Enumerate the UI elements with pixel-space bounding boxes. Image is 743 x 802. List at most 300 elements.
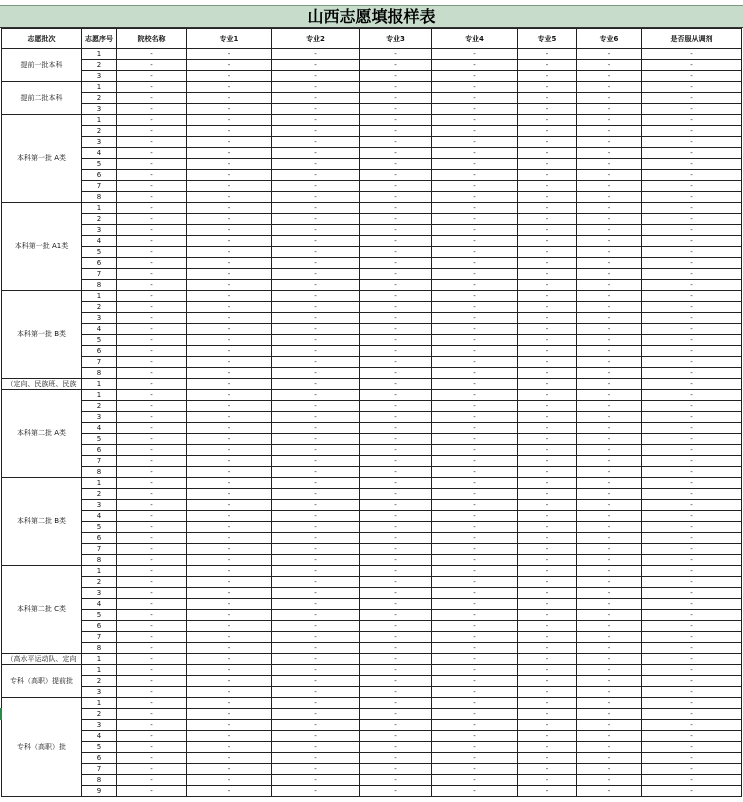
data-cell[interactable]: -	[117, 643, 187, 654]
data-cell[interactable]: -	[117, 291, 187, 302]
data-cell[interactable]: -	[272, 93, 360, 104]
data-cell[interactable]: -	[272, 313, 360, 324]
data-cell[interactable]: -	[518, 181, 577, 192]
data-cell[interactable]: -	[518, 335, 577, 346]
data-cell[interactable]: -	[272, 786, 360, 797]
data-cell[interactable]: -	[577, 412, 642, 423]
data-cell[interactable]: -	[117, 181, 187, 192]
data-cell[interactable]: -	[642, 159, 742, 170]
data-cell[interactable]: -	[577, 291, 642, 302]
data-cell[interactable]: -	[518, 720, 577, 731]
data-cell[interactable]: -	[518, 159, 577, 170]
seq-cell[interactable]: 3	[82, 687, 117, 698]
data-cell[interactable]: -	[518, 82, 577, 93]
data-cell[interactable]: -	[642, 610, 742, 621]
data-cell[interactable]: -	[642, 599, 742, 610]
data-cell[interactable]: -	[577, 247, 642, 258]
data-cell[interactable]: -	[518, 566, 577, 577]
data-cell[interactable]: -	[577, 49, 642, 60]
data-cell[interactable]: -	[117, 555, 187, 566]
data-cell[interactable]: -	[518, 258, 577, 269]
seq-cell[interactable]: 8	[82, 192, 117, 203]
data-cell[interactable]: -	[642, 588, 742, 599]
data-cell[interactable]: -	[117, 126, 187, 137]
data-cell[interactable]: -	[432, 225, 518, 236]
data-cell[interactable]: -	[432, 588, 518, 599]
data-cell[interactable]: -	[518, 379, 577, 390]
data-cell[interactable]: -	[360, 357, 432, 368]
seq-cell[interactable]: 5	[82, 742, 117, 753]
data-cell[interactable]: -	[642, 126, 742, 137]
data-cell[interactable]: -	[577, 214, 642, 225]
data-cell[interactable]: -	[117, 390, 187, 401]
data-cell[interactable]: -	[272, 720, 360, 731]
data-cell[interactable]: -	[577, 555, 642, 566]
data-cell[interactable]: -	[272, 522, 360, 533]
header-school[interactable]: 院校名称	[117, 29, 187, 49]
data-cell[interactable]: -	[518, 654, 577, 665]
data-cell[interactable]: -	[518, 445, 577, 456]
data-cell[interactable]: -	[117, 236, 187, 247]
data-cell[interactable]: -	[518, 126, 577, 137]
data-cell[interactable]: -	[187, 742, 272, 753]
data-cell[interactable]: -	[642, 412, 742, 423]
seq-cell[interactable]: 3	[82, 225, 117, 236]
data-cell[interactable]: -	[518, 621, 577, 632]
data-cell[interactable]: -	[432, 93, 518, 104]
data-cell[interactable]: -	[518, 357, 577, 368]
data-cell[interactable]: -	[360, 236, 432, 247]
data-cell[interactable]: -	[518, 269, 577, 280]
data-cell[interactable]: -	[187, 203, 272, 214]
header-major6[interactable]: 专业6	[577, 29, 642, 49]
data-cell[interactable]: -	[272, 148, 360, 159]
data-cell[interactable]: -	[432, 687, 518, 698]
data-cell[interactable]: -	[432, 478, 518, 489]
batch-cell[interactable]: 本科第二批 B类	[2, 478, 82, 566]
data-cell[interactable]: -	[432, 181, 518, 192]
data-cell[interactable]: -	[187, 170, 272, 181]
data-cell[interactable]: -	[432, 357, 518, 368]
data-cell[interactable]: -	[272, 742, 360, 753]
data-cell[interactable]: -	[518, 511, 577, 522]
data-cell[interactable]: -	[432, 566, 518, 577]
data-cell[interactable]: -	[272, 533, 360, 544]
data-cell[interactable]: -	[272, 49, 360, 60]
data-cell[interactable]: -	[187, 181, 272, 192]
data-cell[interactable]: -	[187, 709, 272, 720]
data-cell[interactable]: -	[432, 709, 518, 720]
data-cell[interactable]: -	[117, 434, 187, 445]
data-cell[interactable]: -	[360, 412, 432, 423]
data-cell[interactable]: -	[518, 280, 577, 291]
data-cell[interactable]: -	[518, 467, 577, 478]
data-cell[interactable]: -	[187, 632, 272, 643]
data-cell[interactable]: -	[117, 687, 187, 698]
data-cell[interactable]: -	[272, 676, 360, 687]
data-cell[interactable]: -	[117, 313, 187, 324]
data-cell[interactable]: -	[518, 401, 577, 412]
data-cell[interactable]: -	[117, 49, 187, 60]
data-cell[interactable]: -	[642, 632, 742, 643]
data-cell[interactable]: -	[117, 731, 187, 742]
data-cell[interactable]: -	[432, 192, 518, 203]
seq-cell[interactable]: 1	[82, 566, 117, 577]
data-cell[interactable]: -	[642, 478, 742, 489]
data-cell[interactable]: -	[272, 269, 360, 280]
data-cell[interactable]: -	[518, 313, 577, 324]
data-cell[interactable]: -	[432, 665, 518, 676]
data-cell[interactable]: -	[577, 434, 642, 445]
data-cell[interactable]: -	[432, 434, 518, 445]
seq-cell[interactable]: 1	[82, 478, 117, 489]
data-cell[interactable]: -	[187, 434, 272, 445]
data-cell[interactable]: -	[432, 753, 518, 764]
data-cell[interactable]: -	[642, 434, 742, 445]
data-cell[interactable]: -	[360, 764, 432, 775]
batch-cell[interactable]: 专科（高职）提前批	[2, 665, 82, 698]
data-cell[interactable]: -	[117, 577, 187, 588]
data-cell[interactable]: -	[360, 731, 432, 742]
data-cell[interactable]: -	[187, 489, 272, 500]
data-cell[interactable]: -	[432, 533, 518, 544]
data-cell[interactable]: -	[642, 346, 742, 357]
data-cell[interactable]: -	[117, 621, 187, 632]
data-cell[interactable]: -	[360, 456, 432, 467]
data-cell[interactable]: -	[187, 643, 272, 654]
seq-cell[interactable]: 7	[82, 764, 117, 775]
data-cell[interactable]: -	[360, 588, 432, 599]
data-cell[interactable]: -	[432, 368, 518, 379]
data-cell[interactable]: -	[577, 192, 642, 203]
seq-cell[interactable]: 5	[82, 610, 117, 621]
seq-cell[interactable]: 4	[82, 148, 117, 159]
data-cell[interactable]: -	[187, 566, 272, 577]
seq-cell[interactable]: 5	[82, 335, 117, 346]
data-cell[interactable]: -	[432, 500, 518, 511]
data-cell[interactable]: -	[117, 764, 187, 775]
seq-cell[interactable]: 3	[82, 137, 117, 148]
data-cell[interactable]: -	[117, 676, 187, 687]
data-cell[interactable]: -	[272, 467, 360, 478]
data-cell[interactable]: -	[272, 346, 360, 357]
data-cell[interactable]: -	[577, 676, 642, 687]
data-cell[interactable]: -	[577, 313, 642, 324]
data-cell[interactable]: -	[432, 269, 518, 280]
data-cell[interactable]: -	[432, 676, 518, 687]
data-cell[interactable]: -	[272, 390, 360, 401]
data-cell[interactable]: -	[117, 258, 187, 269]
data-cell[interactable]: -	[360, 676, 432, 687]
batch-cell[interactable]: 本科第一批 A类	[2, 115, 82, 203]
data-cell[interactable]: -	[518, 489, 577, 500]
data-cell[interactable]: -	[432, 148, 518, 159]
data-cell[interactable]: -	[360, 434, 432, 445]
data-cell[interactable]: -	[432, 764, 518, 775]
data-cell[interactable]: -	[432, 203, 518, 214]
data-cell[interactable]: -	[117, 720, 187, 731]
seq-cell[interactable]: 6	[82, 170, 117, 181]
data-cell[interactable]: -	[360, 225, 432, 236]
data-cell[interactable]: -	[432, 313, 518, 324]
data-cell[interactable]: -	[518, 500, 577, 511]
data-cell[interactable]: -	[577, 500, 642, 511]
seq-cell[interactable]: 4	[82, 324, 117, 335]
data-cell[interactable]: -	[642, 236, 742, 247]
data-cell[interactable]: -	[577, 401, 642, 412]
data-cell[interactable]: -	[272, 82, 360, 93]
data-cell[interactable]: -	[642, 115, 742, 126]
data-cell[interactable]: -	[117, 599, 187, 610]
data-cell[interactable]: -	[360, 346, 432, 357]
data-cell[interactable]: -	[272, 104, 360, 115]
data-cell[interactable]: -	[518, 665, 577, 676]
data-cell[interactable]: -	[518, 599, 577, 610]
seq-cell[interactable]: 8	[82, 643, 117, 654]
data-cell[interactable]: -	[642, 258, 742, 269]
data-cell[interactable]: -	[360, 82, 432, 93]
data-cell[interactable]: -	[187, 445, 272, 456]
data-cell[interactable]: -	[518, 764, 577, 775]
data-cell[interactable]: -	[360, 577, 432, 588]
seq-cell[interactable]: 4	[82, 236, 117, 247]
data-cell[interactable]: -	[642, 390, 742, 401]
data-cell[interactable]: -	[432, 115, 518, 126]
data-cell[interactable]: -	[577, 93, 642, 104]
data-cell[interactable]: -	[577, 478, 642, 489]
data-cell[interactable]: -	[360, 720, 432, 731]
seq-cell[interactable]: 6	[82, 753, 117, 764]
data-cell[interactable]: -	[360, 742, 432, 753]
data-cell[interactable]: -	[432, 742, 518, 753]
data-cell[interactable]: -	[272, 577, 360, 588]
data-cell[interactable]: -	[432, 445, 518, 456]
seq-cell[interactable]: 7	[82, 632, 117, 643]
data-cell[interactable]: -	[432, 511, 518, 522]
data-cell[interactable]: -	[577, 610, 642, 621]
data-cell[interactable]: -	[187, 269, 272, 280]
data-cell[interactable]: -	[117, 82, 187, 93]
data-cell[interactable]: -	[272, 335, 360, 346]
data-cell[interactable]: -	[518, 742, 577, 753]
data-cell[interactable]: -	[272, 764, 360, 775]
data-cell[interactable]: -	[577, 654, 642, 665]
data-cell[interactable]: -	[187, 412, 272, 423]
data-cell[interactable]: -	[272, 555, 360, 566]
data-cell[interactable]: -	[187, 775, 272, 786]
data-cell[interactable]: -	[642, 49, 742, 60]
data-cell[interactable]: -	[518, 291, 577, 302]
data-cell[interactable]: -	[642, 731, 742, 742]
data-cell[interactable]: -	[642, 82, 742, 93]
data-cell[interactable]: -	[360, 665, 432, 676]
data-cell[interactable]: -	[187, 401, 272, 412]
data-cell[interactable]: -	[577, 687, 642, 698]
data-cell[interactable]: -	[117, 456, 187, 467]
data-cell[interactable]: -	[577, 379, 642, 390]
data-cell[interactable]: -	[577, 302, 642, 313]
seq-cell[interactable]: 7	[82, 269, 117, 280]
data-cell[interactable]: -	[518, 775, 577, 786]
data-cell[interactable]: -	[117, 588, 187, 599]
data-cell[interactable]: -	[642, 335, 742, 346]
data-cell[interactable]: -	[642, 764, 742, 775]
data-cell[interactable]: -	[187, 500, 272, 511]
data-cell[interactable]: -	[360, 775, 432, 786]
data-cell[interactable]: -	[642, 467, 742, 478]
data-cell[interactable]: -	[187, 621, 272, 632]
seq-cell[interactable]: 1	[82, 698, 117, 709]
data-cell[interactable]: -	[360, 71, 432, 82]
data-cell[interactable]: -	[272, 412, 360, 423]
data-cell[interactable]: -	[272, 698, 360, 709]
data-cell[interactable]: -	[642, 643, 742, 654]
data-cell[interactable]: -	[432, 379, 518, 390]
data-cell[interactable]: -	[518, 192, 577, 203]
data-cell[interactable]: -	[642, 368, 742, 379]
data-cell[interactable]: -	[432, 698, 518, 709]
data-cell[interactable]: -	[187, 467, 272, 478]
data-cell[interactable]: -	[432, 412, 518, 423]
data-cell[interactable]: -	[187, 588, 272, 599]
data-cell[interactable]: -	[360, 511, 432, 522]
data-cell[interactable]: -	[518, 731, 577, 742]
data-cell[interactable]: -	[187, 126, 272, 137]
data-cell[interactable]: -	[577, 698, 642, 709]
data-cell[interactable]: -	[642, 324, 742, 335]
seq-cell[interactable]: 3	[82, 313, 117, 324]
data-cell[interactable]: -	[272, 236, 360, 247]
data-cell[interactable]: -	[360, 423, 432, 434]
data-cell[interactable]: -	[360, 401, 432, 412]
data-cell[interactable]: -	[360, 60, 432, 71]
data-cell[interactable]: -	[187, 423, 272, 434]
header-adjust[interactable]: 是否服从调剂	[642, 29, 742, 49]
data-cell[interactable]: -	[272, 379, 360, 390]
data-cell[interactable]: -	[360, 555, 432, 566]
data-cell[interactable]: -	[117, 423, 187, 434]
data-cell[interactable]: -	[117, 247, 187, 258]
data-cell[interactable]: -	[360, 148, 432, 159]
data-cell[interactable]: -	[117, 269, 187, 280]
data-cell[interactable]: -	[642, 676, 742, 687]
data-cell[interactable]: -	[360, 115, 432, 126]
data-cell[interactable]: -	[577, 390, 642, 401]
data-cell[interactable]: -	[272, 687, 360, 698]
data-cell[interactable]: -	[360, 291, 432, 302]
header-batch[interactable]: 志愿批次	[2, 29, 82, 49]
data-cell[interactable]: -	[187, 786, 272, 797]
data-cell[interactable]: -	[642, 621, 742, 632]
data-cell[interactable]: -	[577, 456, 642, 467]
data-cell[interactable]: -	[518, 676, 577, 687]
data-cell[interactable]: -	[577, 181, 642, 192]
batch-cell[interactable]: 本科第一批 B类	[2, 291, 82, 379]
data-cell[interactable]: -	[272, 456, 360, 467]
seq-cell[interactable]: 7	[82, 544, 117, 555]
data-cell[interactable]: -	[117, 412, 187, 423]
data-cell[interactable]: -	[117, 478, 187, 489]
data-cell[interactable]: -	[187, 522, 272, 533]
data-cell[interactable]: -	[360, 203, 432, 214]
data-cell[interactable]: -	[187, 368, 272, 379]
data-cell[interactable]: -	[642, 489, 742, 500]
seq-cell[interactable]: 3	[82, 720, 117, 731]
seq-cell[interactable]: 2	[82, 302, 117, 313]
data-cell[interactable]: -	[518, 302, 577, 313]
data-cell[interactable]: -	[272, 302, 360, 313]
seq-cell[interactable]: 8	[82, 555, 117, 566]
data-cell[interactable]: -	[642, 214, 742, 225]
data-cell[interactable]: -	[187, 599, 272, 610]
data-cell[interactable]: -	[360, 159, 432, 170]
data-cell[interactable]: -	[272, 434, 360, 445]
batch-cell[interactable]: 专科（高职）批	[2, 698, 82, 797]
data-cell[interactable]: -	[642, 203, 742, 214]
seq-cell[interactable]: 2	[82, 214, 117, 225]
seq-cell[interactable]: 2	[82, 93, 117, 104]
data-cell[interactable]: -	[577, 588, 642, 599]
data-cell[interactable]: -	[117, 335, 187, 346]
data-cell[interactable]: -	[518, 368, 577, 379]
data-cell[interactable]: -	[518, 687, 577, 698]
data-cell[interactable]: -	[117, 214, 187, 225]
data-cell[interactable]: -	[642, 742, 742, 753]
seq-cell[interactable]: 3	[82, 412, 117, 423]
data-cell[interactable]: -	[360, 379, 432, 390]
data-cell[interactable]: -	[642, 566, 742, 577]
data-cell[interactable]: -	[187, 665, 272, 676]
data-cell[interactable]: -	[360, 313, 432, 324]
data-cell[interactable]: -	[577, 159, 642, 170]
seq-cell[interactable]: 4	[82, 511, 117, 522]
data-cell[interactable]: -	[432, 335, 518, 346]
data-cell[interactable]: -	[518, 555, 577, 566]
seq-cell[interactable]: 6	[82, 621, 117, 632]
data-cell[interactable]: -	[642, 709, 742, 720]
data-cell[interactable]: -	[518, 434, 577, 445]
data-cell[interactable]: -	[360, 533, 432, 544]
data-cell[interactable]: -	[272, 654, 360, 665]
data-cell[interactable]: -	[642, 104, 742, 115]
data-cell[interactable]: -	[518, 148, 577, 159]
data-cell[interactable]: -	[518, 456, 577, 467]
data-cell[interactable]: -	[642, 544, 742, 555]
data-cell[interactable]: -	[360, 214, 432, 225]
data-cell[interactable]: -	[518, 93, 577, 104]
data-cell[interactable]: -	[187, 247, 272, 258]
data-cell[interactable]: -	[117, 148, 187, 159]
data-cell[interactable]: -	[187, 192, 272, 203]
data-cell[interactable]: -	[432, 49, 518, 60]
data-cell[interactable]: -	[117, 71, 187, 82]
data-cell[interactable]: -	[272, 225, 360, 236]
data-cell[interactable]: -	[360, 753, 432, 764]
data-cell[interactable]: -	[432, 720, 518, 731]
data-cell[interactable]: -	[518, 390, 577, 401]
data-cell[interactable]: -	[642, 269, 742, 280]
data-cell[interactable]: -	[360, 335, 432, 346]
data-cell[interactable]: -	[360, 500, 432, 511]
data-cell[interactable]: -	[577, 71, 642, 82]
data-cell[interactable]: -	[187, 324, 272, 335]
data-cell[interactable]: -	[518, 324, 577, 335]
data-cell[interactable]: -	[117, 346, 187, 357]
data-cell[interactable]: -	[187, 214, 272, 225]
data-cell[interactable]: -	[360, 170, 432, 181]
data-cell[interactable]: -	[577, 522, 642, 533]
header-major3[interactable]: 专业3	[360, 29, 432, 49]
